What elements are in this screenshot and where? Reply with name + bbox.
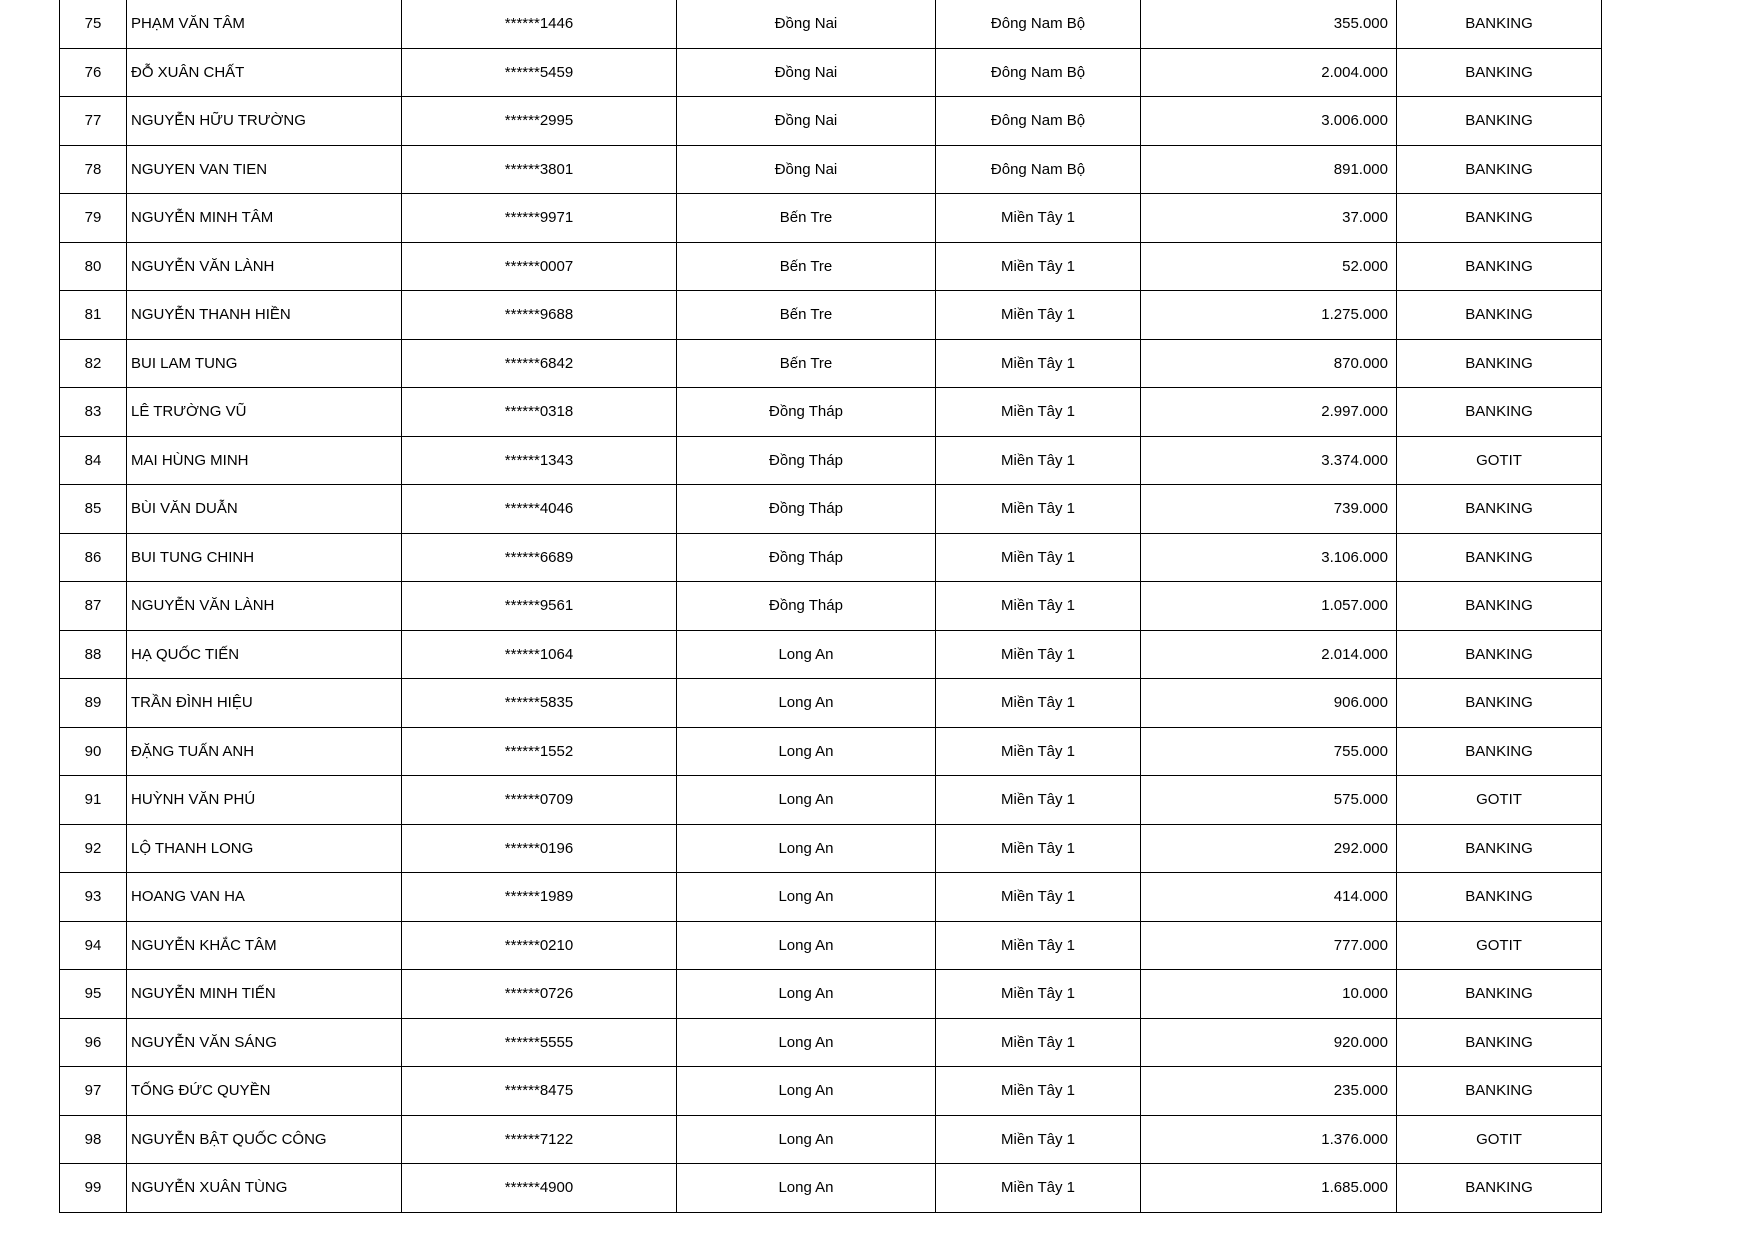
province-cell: Long An [677, 873, 936, 922]
province-cell: Long An [677, 970, 936, 1019]
winner-table [59, 0, 1602, 1213]
masked-phone-cell: ******2995 [402, 97, 677, 146]
amount-cell: 2.014.000 [1141, 630, 1397, 679]
province-cell: Long An [677, 1164, 936, 1213]
amount-cell: 575.000 [1141, 776, 1397, 825]
payment-method-cell: BANKING [1397, 291, 1602, 340]
customer-name-cell: BUI TUNG CHINH [127, 533, 402, 582]
payment-method-cell: BANKING [1397, 97, 1602, 146]
province-cell: Long An [677, 776, 936, 825]
table-row [60, 824, 1602, 873]
payment-method-cell: BANKING [1397, 242, 1602, 291]
province-cell: Bến Tre [677, 339, 936, 388]
customer-name-cell: PHẠM VĂN TÂM [127, 0, 402, 48]
region-cell: Miền Tây 1 [936, 1018, 1141, 1067]
table-body [60, 0, 1602, 1212]
payment-method-cell: BANKING [1397, 1018, 1602, 1067]
payment-method-cell: GOTIT [1397, 921, 1602, 970]
masked-phone-cell: ******1989 [402, 873, 677, 922]
amount-cell: 235.000 [1141, 1067, 1397, 1116]
row-number-cell: 76 [60, 48, 127, 97]
row-number-cell: 87 [60, 582, 127, 631]
province-cell: Long An [677, 824, 936, 873]
region-cell: Miền Tây 1 [936, 824, 1141, 873]
region-cell: Đông Nam Bộ [936, 145, 1141, 194]
masked-phone-cell: ******8475 [402, 1067, 677, 1116]
region-cell: Miền Tây 1 [936, 582, 1141, 631]
province-cell: Đồng Nai [677, 145, 936, 194]
table-row [60, 388, 1602, 437]
table-row [60, 1115, 1602, 1164]
amount-cell: 906.000 [1141, 679, 1397, 728]
row-number-cell: 80 [60, 242, 127, 291]
masked-phone-cell: ******9971 [402, 194, 677, 243]
table-row [60, 97, 1602, 146]
province-cell: Bến Tre [677, 242, 936, 291]
amount-cell: 739.000 [1141, 485, 1397, 534]
amount-cell: 1.685.000 [1141, 1164, 1397, 1213]
customer-name-cell: TRẦN ĐÌNH HIỆU [127, 679, 402, 728]
region-cell: Miền Tây 1 [936, 970, 1141, 1019]
region-cell: Miền Tây 1 [936, 776, 1141, 825]
customer-name-cell: NGUYỄN VĂN SÁNG [127, 1018, 402, 1067]
payment-method-cell: GOTIT [1397, 1115, 1602, 1164]
province-cell: Đồng Tháp [677, 388, 936, 437]
row-number-cell: 79 [60, 194, 127, 243]
amount-cell: 414.000 [1141, 873, 1397, 922]
customer-name-cell: HUỲNH VĂN PHÚ [127, 776, 402, 825]
masked-phone-cell: ******0196 [402, 824, 677, 873]
customer-name-cell: NGUYỄN VĂN LÀNH [127, 242, 402, 291]
province-cell: Đồng Nai [677, 0, 936, 48]
province-cell: Long An [677, 921, 936, 970]
amount-cell: 1.376.000 [1141, 1115, 1397, 1164]
payment-method-cell: BANKING [1397, 1164, 1602, 1213]
customer-name-cell: BÙI VĂN DUẪN [127, 485, 402, 534]
customer-name-cell: HẠ QUỐC TIẾN [127, 630, 402, 679]
province-cell: Đồng Tháp [677, 582, 936, 631]
masked-phone-cell: ******6842 [402, 339, 677, 388]
amount-cell: 3.374.000 [1141, 436, 1397, 485]
customer-name-cell: NGUYỄN MINH TÂM [127, 194, 402, 243]
province-cell: Bến Tre [677, 291, 936, 340]
customer-name-cell: ĐỖ XUÂN CHẤT [127, 48, 402, 97]
table-row [60, 582, 1602, 631]
row-number-cell: 85 [60, 485, 127, 534]
customer-name-cell: LÊ TRƯỜNG VŨ [127, 388, 402, 437]
masked-phone-cell: ******0007 [402, 242, 677, 291]
customer-name-cell: NGUYỄN VĂN LÀNH [127, 582, 402, 631]
masked-phone-cell: ******0318 [402, 388, 677, 437]
region-cell: Miền Tây 1 [936, 533, 1141, 582]
customer-name-cell: NGUYỄN HỮU TRƯỜNG [127, 97, 402, 146]
customer-name-cell: NGUYỄN MINH TIẾN [127, 970, 402, 1019]
customer-name-cell: NGUYỄN THANH HIỀN [127, 291, 402, 340]
table-row [60, 339, 1602, 388]
province-cell: Long An [677, 679, 936, 728]
province-cell: Long An [677, 727, 936, 776]
payment-method-cell: BANKING [1397, 970, 1602, 1019]
amount-cell: 920.000 [1141, 1018, 1397, 1067]
row-number-cell: 95 [60, 970, 127, 1019]
table-row [60, 679, 1602, 728]
row-number-cell: 94 [60, 921, 127, 970]
customer-name-cell: HOANG VAN HA [127, 873, 402, 922]
row-number-cell: 88 [60, 630, 127, 679]
amount-cell: 777.000 [1141, 921, 1397, 970]
region-cell: Miền Tây 1 [936, 1164, 1141, 1213]
payment-method-cell: BANKING [1397, 630, 1602, 679]
province-cell: Bến Tre [677, 194, 936, 243]
payment-method-cell: GOTIT [1397, 776, 1602, 825]
row-number-cell: 92 [60, 824, 127, 873]
payment-method-cell: BANKING [1397, 48, 1602, 97]
masked-phone-cell: ******6689 [402, 533, 677, 582]
province-cell: Long An [677, 1115, 936, 1164]
province-cell: Đồng Tháp [677, 485, 936, 534]
customer-name-cell: MAI HÙNG MINH [127, 436, 402, 485]
table-row [60, 242, 1602, 291]
region-cell: Đông Nam Bộ [936, 0, 1141, 48]
masked-phone-cell: ******1064 [402, 630, 677, 679]
payment-method-cell: BANKING [1397, 485, 1602, 534]
payment-method-cell: BANKING [1397, 1067, 1602, 1116]
region-cell: Miền Tây 1 [936, 1067, 1141, 1116]
amount-cell: 1.275.000 [1141, 291, 1397, 340]
payment-method-cell: BANKING [1397, 388, 1602, 437]
row-number-cell: 96 [60, 1018, 127, 1067]
masked-phone-cell: ******1552 [402, 727, 677, 776]
table-row [60, 873, 1602, 922]
masked-phone-cell: ******1446 [402, 0, 677, 48]
region-cell: Miền Tây 1 [936, 1115, 1141, 1164]
table-row [60, 727, 1602, 776]
row-number-cell: 90 [60, 727, 127, 776]
region-cell: Miền Tây 1 [936, 339, 1141, 388]
amount-cell: 355.000 [1141, 0, 1397, 48]
province-cell: Long An [677, 1018, 936, 1067]
customer-name-cell: TỐNG ĐỨC QUYỀN [127, 1067, 402, 1116]
table-row [60, 630, 1602, 679]
region-cell: Miền Tây 1 [936, 727, 1141, 776]
table-row [60, 533, 1602, 582]
table-row [60, 0, 1602, 48]
payment-method-cell: GOTIT [1397, 436, 1602, 485]
table-row [60, 436, 1602, 485]
masked-phone-cell: ******0709 [402, 776, 677, 825]
region-cell: Miền Tây 1 [936, 921, 1141, 970]
masked-phone-cell: ******0726 [402, 970, 677, 1019]
table-row [60, 1164, 1602, 1213]
amount-cell: 2.004.000 [1141, 48, 1397, 97]
region-cell: Miền Tây 1 [936, 291, 1141, 340]
table-row [60, 776, 1602, 825]
region-cell: Miền Tây 1 [936, 630, 1141, 679]
row-number-cell: 78 [60, 145, 127, 194]
payment-method-cell: BANKING [1397, 339, 1602, 388]
customer-name-cell: LỘ THANH LONG [127, 824, 402, 873]
masked-phone-cell: ******9688 [402, 291, 677, 340]
region-cell: Đông Nam Bộ [936, 97, 1141, 146]
row-number-cell: 81 [60, 291, 127, 340]
table-row [60, 921, 1602, 970]
province-cell: Long An [677, 1067, 936, 1116]
province-cell: Đồng Nai [677, 97, 936, 146]
table-row [60, 1018, 1602, 1067]
masked-phone-cell: ******5459 [402, 48, 677, 97]
region-cell: Đông Nam Bộ [936, 48, 1141, 97]
region-cell: Miền Tây 1 [936, 242, 1141, 291]
row-number-cell: 98 [60, 1115, 127, 1164]
customer-name-cell: NGUYỄN KHẮC TÂM [127, 921, 402, 970]
amount-cell: 2.997.000 [1141, 388, 1397, 437]
amount-cell: 292.000 [1141, 824, 1397, 873]
amount-cell: 52.000 [1141, 242, 1397, 291]
table-row [60, 485, 1602, 534]
amount-cell: 10.000 [1141, 970, 1397, 1019]
amount-cell: 3.006.000 [1141, 97, 1397, 146]
table-row [60, 48, 1602, 97]
masked-phone-cell: ******0210 [402, 921, 677, 970]
masked-phone-cell: ******9561 [402, 582, 677, 631]
row-number-cell: 86 [60, 533, 127, 582]
row-number-cell: 83 [60, 388, 127, 437]
row-number-cell: 93 [60, 873, 127, 922]
province-cell: Đồng Tháp [677, 533, 936, 582]
row-number-cell: 91 [60, 776, 127, 825]
amount-cell: 3.106.000 [1141, 533, 1397, 582]
masked-phone-cell: ******5555 [402, 1018, 677, 1067]
province-cell: Đồng Nai [677, 48, 936, 97]
payment-method-cell: BANKING [1397, 533, 1602, 582]
region-cell: Miền Tây 1 [936, 194, 1141, 243]
table-row [60, 970, 1602, 1019]
province-cell: Long An [677, 630, 936, 679]
table-row [60, 291, 1602, 340]
payment-method-cell: BANKING [1397, 727, 1602, 776]
province-cell: Đồng Tháp [677, 436, 936, 485]
table-row [60, 1067, 1602, 1116]
masked-phone-cell: ******4046 [402, 485, 677, 534]
row-number-cell: 75 [60, 0, 127, 48]
amount-cell: 870.000 [1141, 339, 1397, 388]
region-cell: Miền Tây 1 [936, 485, 1141, 534]
region-cell: Miền Tây 1 [936, 436, 1141, 485]
row-number-cell: 97 [60, 1067, 127, 1116]
amount-cell: 1.057.000 [1141, 582, 1397, 631]
amount-cell: 891.000 [1141, 145, 1397, 194]
row-number-cell: 77 [60, 97, 127, 146]
masked-phone-cell: ******4900 [402, 1164, 677, 1213]
customer-name-cell: NGUYỄN XUÂN TÙNG [127, 1164, 402, 1213]
payment-method-cell: BANKING [1397, 0, 1602, 48]
customer-name-cell: BUI LAM TUNG [127, 339, 402, 388]
table-row [60, 145, 1602, 194]
customer-name-cell: ĐẶNG TUẤN ANH [127, 727, 402, 776]
payment-method-cell: BANKING [1397, 679, 1602, 728]
payment-method-cell: BANKING [1397, 582, 1602, 631]
masked-phone-cell: ******7122 [402, 1115, 677, 1164]
region-cell: Miền Tây 1 [936, 388, 1141, 437]
row-number-cell: 84 [60, 436, 127, 485]
payment-method-cell: BANKING [1397, 194, 1602, 243]
customer-name-cell: NGUYEN VAN TIEN [127, 145, 402, 194]
masked-phone-cell: ******3801 [402, 145, 677, 194]
row-number-cell: 99 [60, 1164, 127, 1213]
masked-phone-cell: ******5835 [402, 679, 677, 728]
row-number-cell: 89 [60, 679, 127, 728]
customer-name-cell: NGUYỄN BẬT QUỐC CÔNG [127, 1115, 402, 1164]
region-cell: Miền Tây 1 [936, 679, 1141, 728]
payment-method-cell: BANKING [1397, 824, 1602, 873]
amount-cell: 755.000 [1141, 727, 1397, 776]
row-number-cell: 82 [60, 339, 127, 388]
masked-phone-cell: ******1343 [402, 436, 677, 485]
region-cell: Miền Tây 1 [936, 873, 1141, 922]
payment-method-cell: BANKING [1397, 145, 1602, 194]
amount-cell: 37.000 [1141, 194, 1397, 243]
payment-method-cell: BANKING [1397, 873, 1602, 922]
table-row [60, 194, 1602, 243]
